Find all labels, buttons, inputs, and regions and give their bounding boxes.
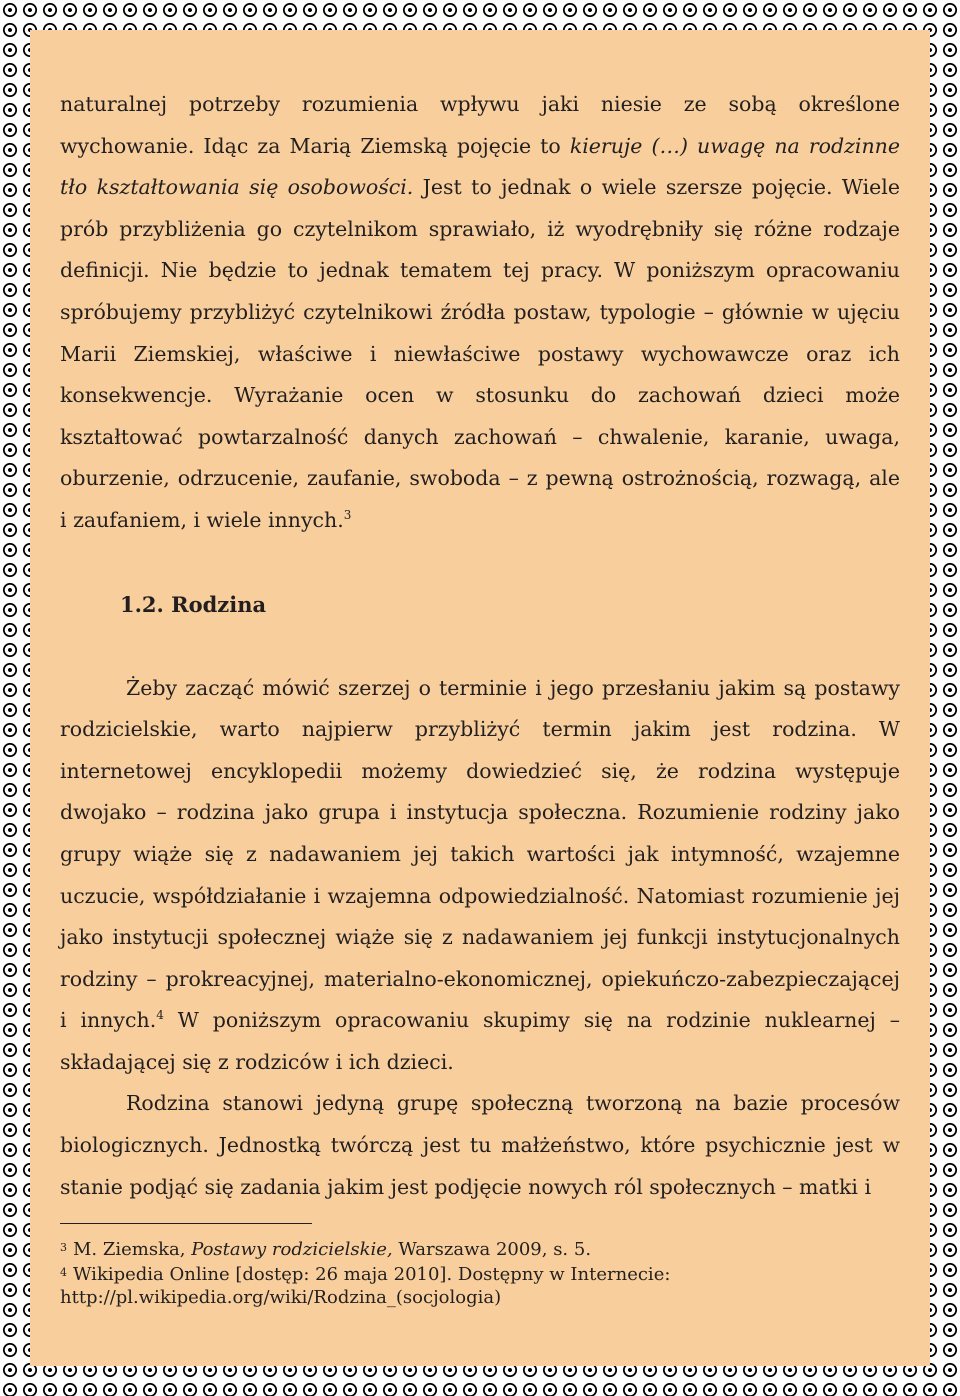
section-heading: 1.2. Rodzina <box>120 591 267 617</box>
footnote-4: $^4$ Wikipedia Online [dostęp: 26 maja 2010]. Dostępny w Internecie: http://pl.wikipedia.org/wiki/Rodzina_(socjologia) <box>60 1264 671 1308</box>
footnotes <box>60 1236 900 1309</box>
footnote-3: $^3$ M. Ziemska, Postawy rodzicielskie, Warszawa 2009, s. 5. <box>60 1239 592 1260</box>
page <box>30 30 930 1366</box>
paragraph-3: Rodzina stanowi jedyną grupę społeczną tworzoną na bazie procesów biologicznych. Jednostką twórczą jest tu małżeństwo, które psychicznie jest w stanie podjąć się zadania jakim jest podjęcie nowych ról społecznych – matki i <box>60 1091 900 1199</box>
footnote-4-text: Wikipedia Online [dostęp: 26 maja 2010]. Dostępny w Internecie: http://pl.wikipedia.org/wiki/Rodzina_(socjologia) <box>60 1264 671 1308</box>
quote-italic: kieruje (…) uwagę na rodzinne tło kształtowania się osobowości. <box>60 133 901 200</box>
footnote-ref-3[interactable]: 3 <box>343 507 352 522</box>
footnote-divider <box>60 1223 312 1224</box>
paragraph-1: naturalnej potrzeby rozumienia wpływu jaki niesie ze sobą określone wychowanie. Idąc za Marią Ziemską pojęcie to kieruje (…) uwagę na rodzinne tło kształtowania się osobowości. Jest to jednak o wiele szersze pojęcie. Wiele prób przybliżenia go czytelnikom sprawiało, iż wyodrębniły się różne rodzaje definicji. Nie będzie to jednak tematem tej pracy. W poniższym opracowaniu spróbujemy przybliżyć czytelnikowi źródła postaw, typologie – głównie w ujęciu Marii Ziemskiej, właściwe i niewłaściwe postawy wychowawcze oraz ich konsekwencje. Wyrażanie ocen w stosunku do zachowań dzieci może kształtować powtarzalność danych zachowań – chwalenie, karanie, uwaga, oburzenie, odrzucenie, zaufanie, swoboda – z pewną ostrożnością, rozwagą, ale i zaufaniem, i wiele innych.$^3$ <box>60 92 901 532</box>
main-text <box>60 84 900 1208</box>
footnote-ref-4[interactable]: 4 <box>156 1008 164 1023</box>
paragraph-2: Żeby zacząć mówić szerzej o terminie i jego przesłaniu jakim są postawy rodzicielskie, warto najpierw przybliżyć termin jakim jest rodzina. W internetowej encyklopedii możemy dowiedzieć się, że rodzina występuje dwojako – rodzina jako grupa i instytucja społeczna. Rozumienie rodziny jako grupy wiąże się z nadawaniem jej takich wartości jak intymność, wzajemne uczucie, współdziałanie i wzajemna odpowiedzialność. Natomiast rozumienie jej jako instytucji społecznej wiąże się z nadawaniem jej funkcji instytucjonalnych rodziny – prokreacyjnej, materialno-ekonomicznej, opiekuńczo-zabezpieczającej i innych.$^4$ W poniższym opracowaniu skupimy się na rodzinie nuklearnej – składającej się z rodziców i ich dzieci. <box>60 675 900 1074</box>
